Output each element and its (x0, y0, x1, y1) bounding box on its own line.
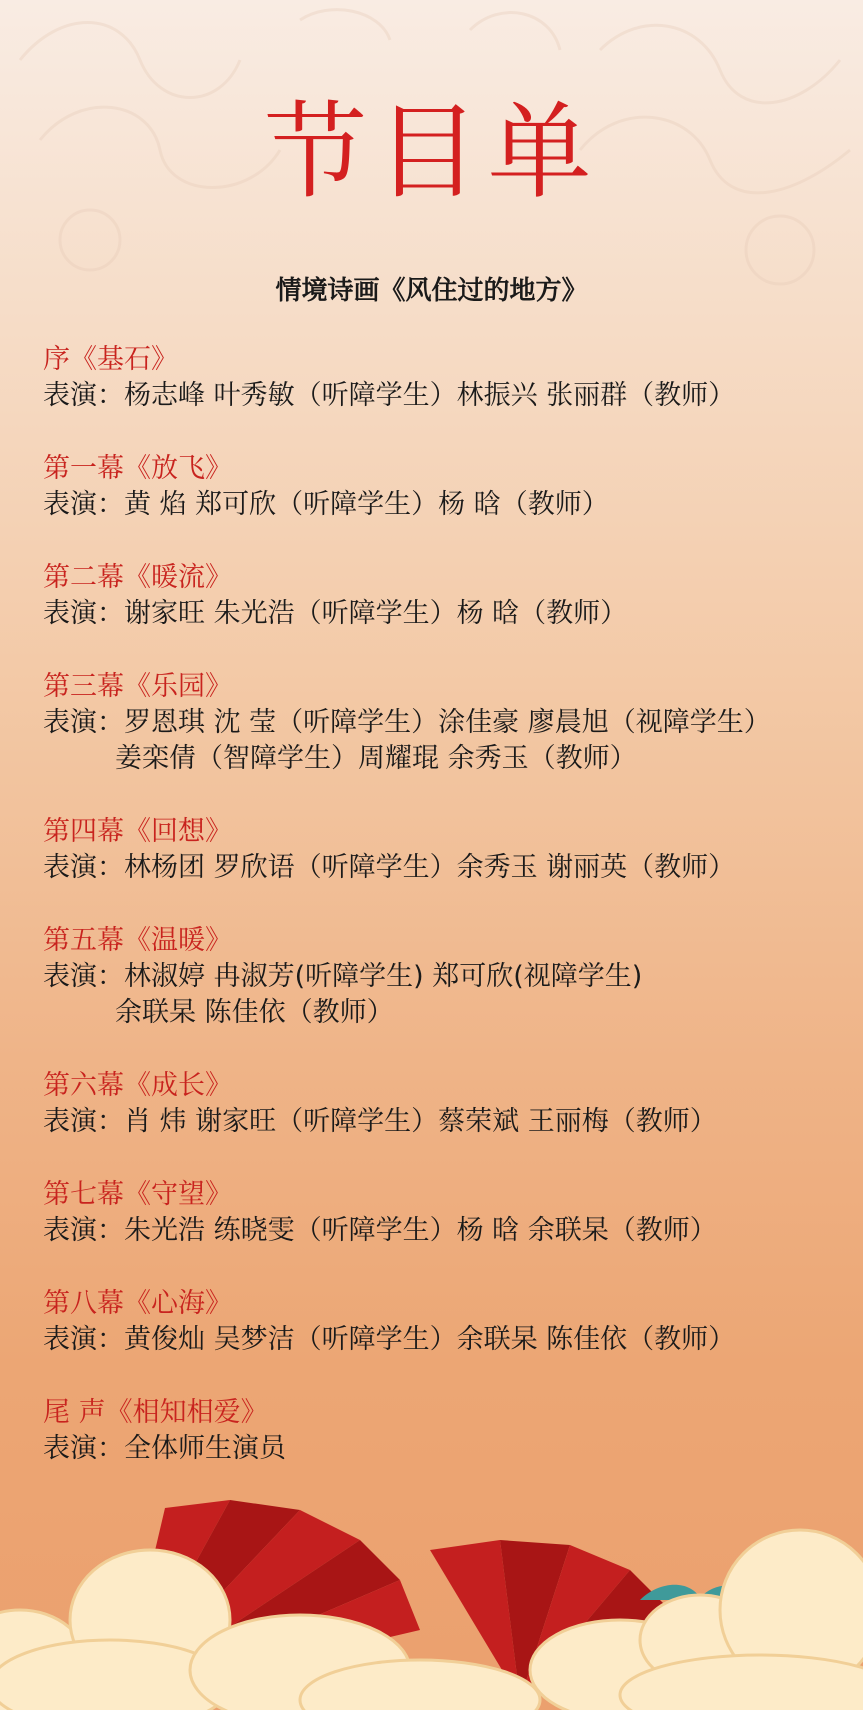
act-title: 第一幕《放飞》 (43, 453, 232, 484)
act-title: 尾 声《相知相爱》 (43, 1397, 268, 1428)
cream-clouds (0, 1530, 863, 1710)
act-title: 第五幕《温暖》 (43, 925, 232, 956)
performers-line: 表演：肖 炜 谢家旺（听障学生）蔡荣斌 王丽梅（教师） (43, 1106, 717, 1137)
act-title: 第八幕《心海》 (43, 1288, 232, 1319)
performers-line: 表演：林杨团 罗欣语（听障学生）余秀玉 谢丽英（教师） (43, 852, 736, 883)
performers-line: 表演：谢家旺 朱光浩（听障学生）杨 晗（教师） (43, 598, 628, 629)
fans-and-clouds-decoration (0, 1470, 863, 1710)
show-subtitle: 情境诗画《风住过的地方》 (275, 276, 588, 306)
act-epilogue (43, 1395, 843, 1467)
performers-line: 表演：全体师生演员 (43, 1433, 286, 1464)
act-title: 第三幕《乐园》 (43, 671, 232, 702)
act-title: 第七幕《守望》 (43, 1179, 232, 1210)
act-7 (43, 1177, 843, 1249)
act-title: 第六幕《成长》 (43, 1070, 232, 1101)
act-prologue (43, 342, 843, 414)
act-title: 第二幕《暖流》 (43, 562, 232, 593)
act-6 (43, 1068, 843, 1140)
act-2 (43, 560, 843, 632)
performers-line: 表演：朱光浩 练晓雯（听障学生）杨 晗 余联杲（教师） (43, 1215, 717, 1246)
act-title: 序《基石》 (43, 344, 178, 375)
performers-line: 表演：黄 焰 郑可欣（听障学生）杨 晗（教师） (43, 489, 609, 520)
performers-line: 表演：罗恩琪 沈 莹（听障学生）涂佳豪 廖晨旭（视障学生） (43, 707, 771, 738)
act-3 (43, 669, 843, 777)
performers-line: 余联杲 陈佳依（教师） (115, 997, 394, 1028)
act-1 (43, 451, 843, 523)
act-5 (43, 923, 843, 1031)
act-4 (43, 814, 843, 886)
performers-line: 表演：黄俊灿 吴梦洁（听障学生）余联杲 陈佳依（教师） (43, 1324, 736, 1355)
performers-line: 姜栾倩（智障学生）周耀琨 余秀玉（教师） (115, 743, 637, 774)
performers-line: 表演：杨志峰 叶秀敏（听障学生）林振兴 张丽群（教师） (43, 380, 736, 411)
page-title: 节目单 (263, 91, 600, 213)
performers-line: 表演：林淑婷 冉淑芳(听障学生) 郑可欣(视障学生) (43, 961, 643, 992)
act-8 (43, 1286, 843, 1358)
act-title: 第四幕《回想》 (43, 816, 232, 847)
program-list (43, 342, 843, 1504)
